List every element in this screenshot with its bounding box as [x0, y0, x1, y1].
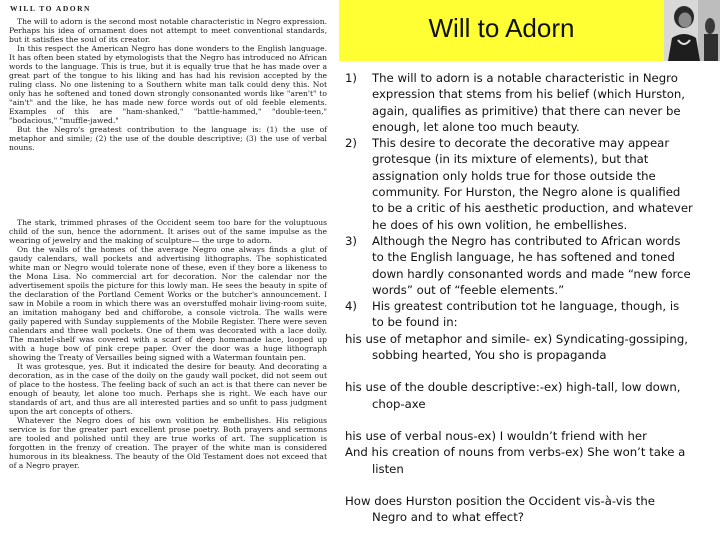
discussion-question: How does Hurston position the Occident vis-à-vis the Negro and to what effect?	[345, 493, 655, 525]
point-1	[345, 70, 693, 135]
point-number: 4)	[345, 299, 357, 314]
slide-body	[345, 70, 693, 525]
scan-paragraph: Whatever the Negro does of his own volition he embellishes. His religious service is for the greater part excellent prose poetry. Both prayers and sermons are tooled and polished until they are true works of art. The supplication is forgotten in the frenzy of creation. The prayer of the white man is considered humorous in its bleakness. The beauty of the Old Testament does not exceed that of a Negro prayer.	[9, 416, 327, 470]
example-nouns-from-verbs: And his creation of nouns from verbs-ex) She won’t take a listen	[345, 445, 686, 476]
scan-heading: WILL TO ADORN	[10, 4, 91, 13]
point-2	[345, 135, 693, 233]
point-number: 3)	[345, 233, 357, 248]
point-text: Although the Negro has contributed to African words to the English language, he has softened and toned down hardly consonanted words and made “new force words” out of “feeble elements.”	[372, 233, 691, 297]
title-banner	[339, 0, 664, 61]
scan-paragraph: But the Negro's greatest contribution to the language is: (1) the use of metaphor and simile; (2) the use of the double descriptive; (3) the use of verbal nouns.	[9, 125, 327, 152]
author-photo-image	[664, 0, 720, 61]
scanned-book-page	[0, 0, 334, 540]
point-text: The will to adorn is a notable characteristic in Negro expression that stems from his belief (which Hurston, again, qualifies as primitive) that there can never be enough, let alone too much beauty.	[372, 71, 686, 134]
point-3	[345, 233, 693, 298]
point-4	[345, 298, 693, 331]
scan-text-block-top	[9, 17, 327, 152]
point-number: 2)	[345, 136, 357, 151]
scan-paragraph: It was grotesque, yes. But it indicated the desire for beauty. And decorating a decoration, as in the case of the doily on the gaudy wall pocket, did not seem out of place to the hostess. The feeling back of such an act is that there can never be enough of beauty, let alone too much. Perhaps she is right. We each have our standards of art, and thus are all interested parties and so unfit to pass judgment upon the art concepts of others.	[9, 362, 327, 416]
author-photo	[664, 0, 720, 61]
slide-title: Will to Adorn	[428, 13, 575, 43]
scan-paragraph: On the walls of the homes of the average Negro one always finds a glut of gaudy calendars, wall pockets and advertising lithographs. The sophisticated white man or Negro would tolerate none of these, even if they bore a likeness to the Mona Lisa. No commercial art for decoration. Nor the calendar nor the advertisement spoils the picture for this lowly man. He sees the beauty in spite of the declaration of the Portland Cement Works or the butcher's announcement. I saw in Mobile a room in which there was an overstuffed mohair living-room suite, an imitation mahogany bed and chifforobe, a console victrola. The walls were gaily papered with Sunday supplements of the Mobile Register. There were seven calendars and three wall pockets. One of them was decorated with a lace doily. The mantel-shelf was covered with a scarf of deep homemade lace, looped up with a huge bow of pink crepe paper. Over the door was a huge lithograph showing the Treaty of Versailles being signed with a Waterman fountain pen.	[9, 245, 327, 362]
point-text: This desire to decorate the decorative may appear grotesque (in its mixture of elements), but that assignation only holds true for those outside the community. For Hurston, the Negro alone is qualified to be a critic of his aesthetic production, and whatever he does of his own volition, he embellishes.	[372, 136, 693, 232]
scan-paragraph: In this respect the American Negro has done wonders to the English language. It has often been stated by etymologists that the Negro has introduced no African words to the language. This is true, but it is equally true that he has made over a great part of the tongue to his liking and has had his revision accepted by the ruling class. No one listening to a Southern white man talk could deny this. Not only has he softened and toned down strongly consonanted words like "aren't" to "ain't" and the like, he has made new force words out of old feeble elements. Examples of this are "ham-shanked," "battle-hammed," "double-teen," "bodacious," "muffle-jawed."	[9, 44, 327, 125]
point-text: His greatest contribution tot he language, though, is to be found in:	[372, 299, 680, 330]
example-metaphor: his use of metaphor and simile- ex) Syndicating-gossiping, sobbing hearted, You sho is propaganda	[345, 331, 688, 363]
example-double-descriptive: his use of the double descriptive:-ex) high-tall, low down, chop-axe	[345, 380, 681, 411]
point-number: 1)	[345, 71, 357, 85]
scan-paragraph: The will to adorn is the second most notable characteristic in Negro expression. Perhaps his idea of ornament does not attempt to meet conventional standards, but it satisfies the soul of its creator.	[9, 17, 327, 44]
example-verbal-nouns: his use of verbal nous-ex) I wouldn’t friend with her	[345, 428, 647, 443]
scan-paragraph: The stark, trimmed phrases of the Occident seem too bare for the voluptuous child of the sun, hence the adornment. It arises out of the same impulse as the wearing of jewelry and the making of sculpture— the urge to adorn.	[9, 218, 327, 245]
scan-text-block-bottom	[9, 218, 327, 470]
